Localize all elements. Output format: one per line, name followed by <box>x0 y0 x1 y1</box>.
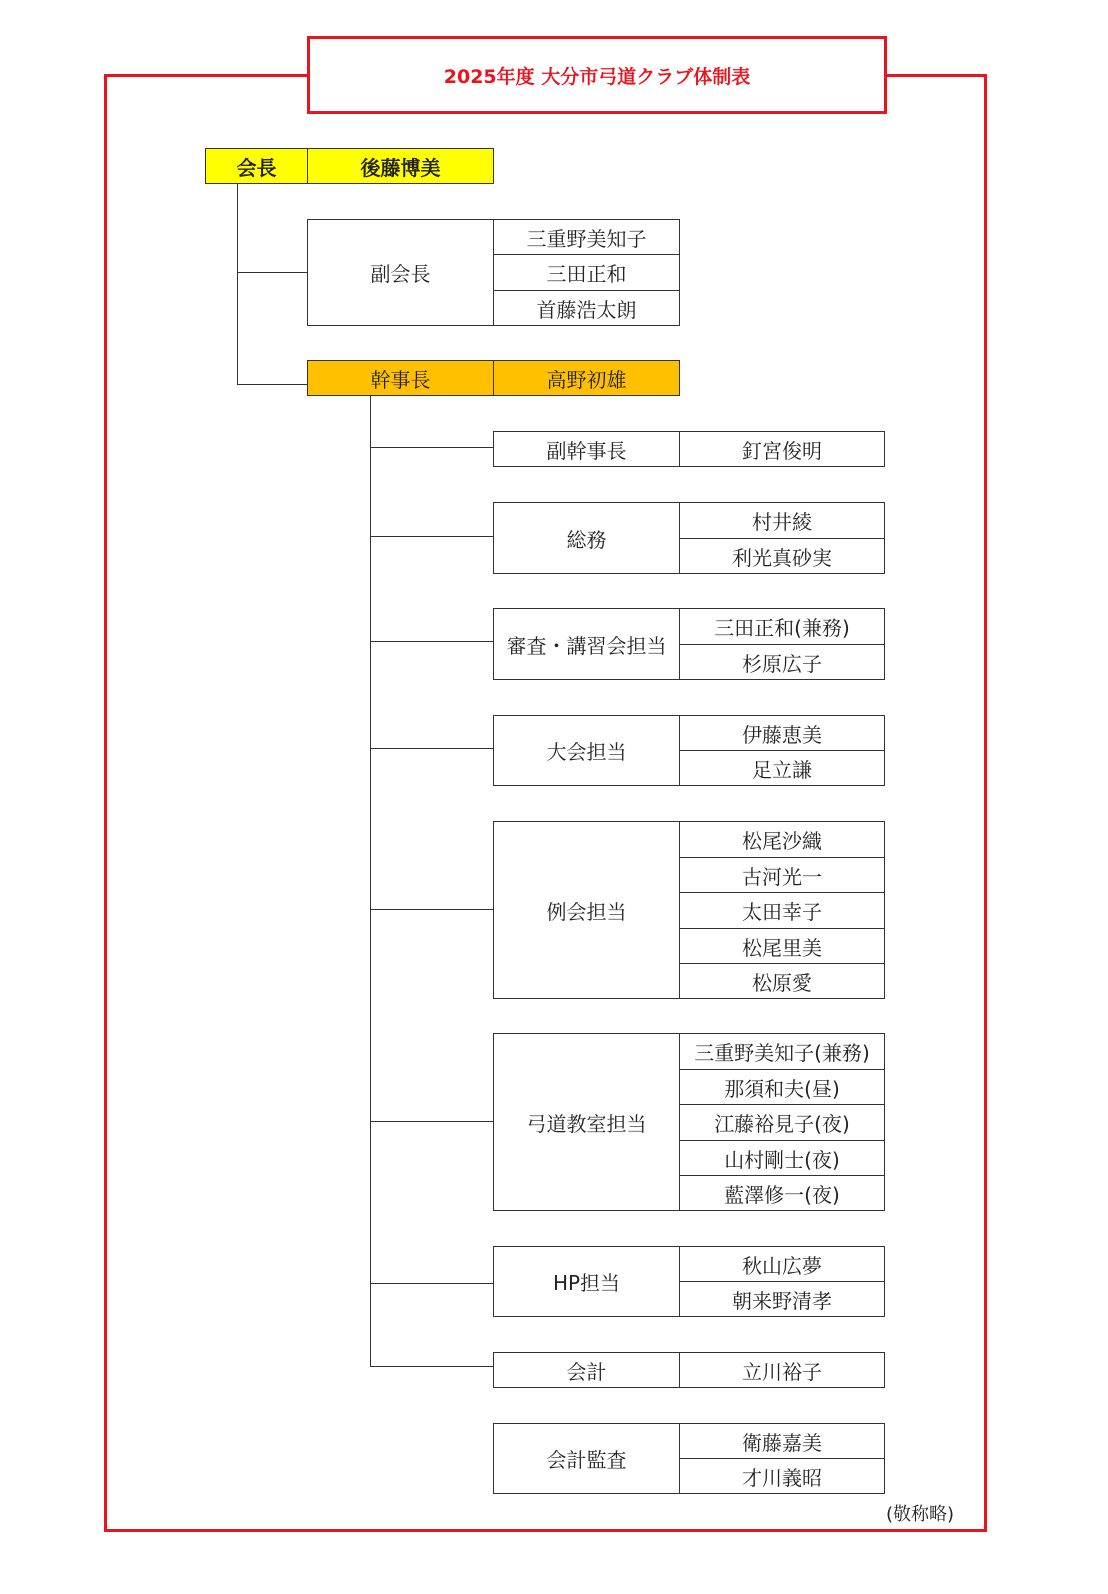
page-title: 2025年度 大分市弓道クラブ体制表 <box>307 36 887 114</box>
president-name-cell: 後藤博美 <box>307 148 494 184</box>
vice-president-name-cell: 三田正和 <box>493 254 680 291</box>
group-connector-line <box>370 1121 494 1122</box>
group-connector-line <box>370 1283 494 1284</box>
group-member-cell: 松尾沙織 <box>679 821 885 858</box>
group-role-cell: 会計監査 <box>493 1423 680 1494</box>
vice-president-connector-line <box>237 272 308 273</box>
group-role-cell: 会計 <box>493 1352 680 1388</box>
group-member-cell: 藍澤修一(夜) <box>679 1175 885 1211</box>
group-connector-line <box>370 536 494 537</box>
group-member-cell: 那須和夫(昼) <box>679 1069 885 1105</box>
group-role-cell: 例会担当 <box>493 821 680 999</box>
secretary-general-role-cell: 幹事長 <box>307 360 494 396</box>
president-role-cell: 会長 <box>205 148 308 184</box>
group-member-cell: 才川義昭 <box>679 1458 885 1494</box>
group-connector-line <box>370 909 494 910</box>
group-member-cell: 杉原広子 <box>679 644 885 680</box>
secretary-trunk-line <box>370 396 371 1367</box>
vice-president-name-cell: 三重野美知子 <box>493 219 680 255</box>
group-member-cell: 利光真砂実 <box>679 538 885 574</box>
group-member-cell: 村井綾 <box>679 502 885 539</box>
group-role-cell: HP担当 <box>493 1246 680 1317</box>
group-member-cell: 秋山広夢 <box>679 1246 885 1282</box>
group-member-cell: 釘宮俊明 <box>679 431 885 467</box>
group-role-cell: 弓道教室担当 <box>493 1033 680 1211</box>
vice-president-name-cell: 首藤浩太朗 <box>493 290 680 326</box>
group-member-cell: 古河光一 <box>679 857 885 893</box>
group-connector-line <box>370 1366 494 1367</box>
group-role-cell: 審査・講習会担当 <box>493 608 680 680</box>
secretary-general-name-cell: 高野初雄 <box>493 360 680 396</box>
group-member-cell: 三田正和(兼務) <box>679 608 885 645</box>
group-member-cell: 松原愛 <box>679 963 885 999</box>
honorific-note: (敬称略) <box>886 1504 955 1525</box>
group-role-cell: 副幹事長 <box>493 431 680 467</box>
president-trunk-line <box>237 184 238 385</box>
group-connector-line <box>370 748 494 749</box>
group-member-cell: 足立謙 <box>679 750 885 786</box>
group-member-cell: 江藤裕見子(夜) <box>679 1104 885 1141</box>
secretary-general-connector-line <box>237 384 308 385</box>
group-member-cell: 太田幸子 <box>679 892 885 929</box>
group-member-cell: 松尾里美 <box>679 928 885 964</box>
group-member-cell: 立川裕子 <box>679 1352 885 1388</box>
group-member-cell: 伊藤恵美 <box>679 715 885 751</box>
group-member-cell: 衛藤嘉美 <box>679 1423 885 1459</box>
group-member-cell: 山村剛士(夜) <box>679 1140 885 1176</box>
group-connector-line <box>370 447 494 448</box>
group-member-cell: 三重野美知子(兼務) <box>679 1033 885 1070</box>
group-role-cell: 大会担当 <box>493 715 680 786</box>
group-connector-line <box>370 641 494 642</box>
group-member-cell: 朝来野清孝 <box>679 1281 885 1317</box>
group-role-cell: 総務 <box>493 502 680 574</box>
vice-president-role-cell: 副会長 <box>307 219 494 326</box>
